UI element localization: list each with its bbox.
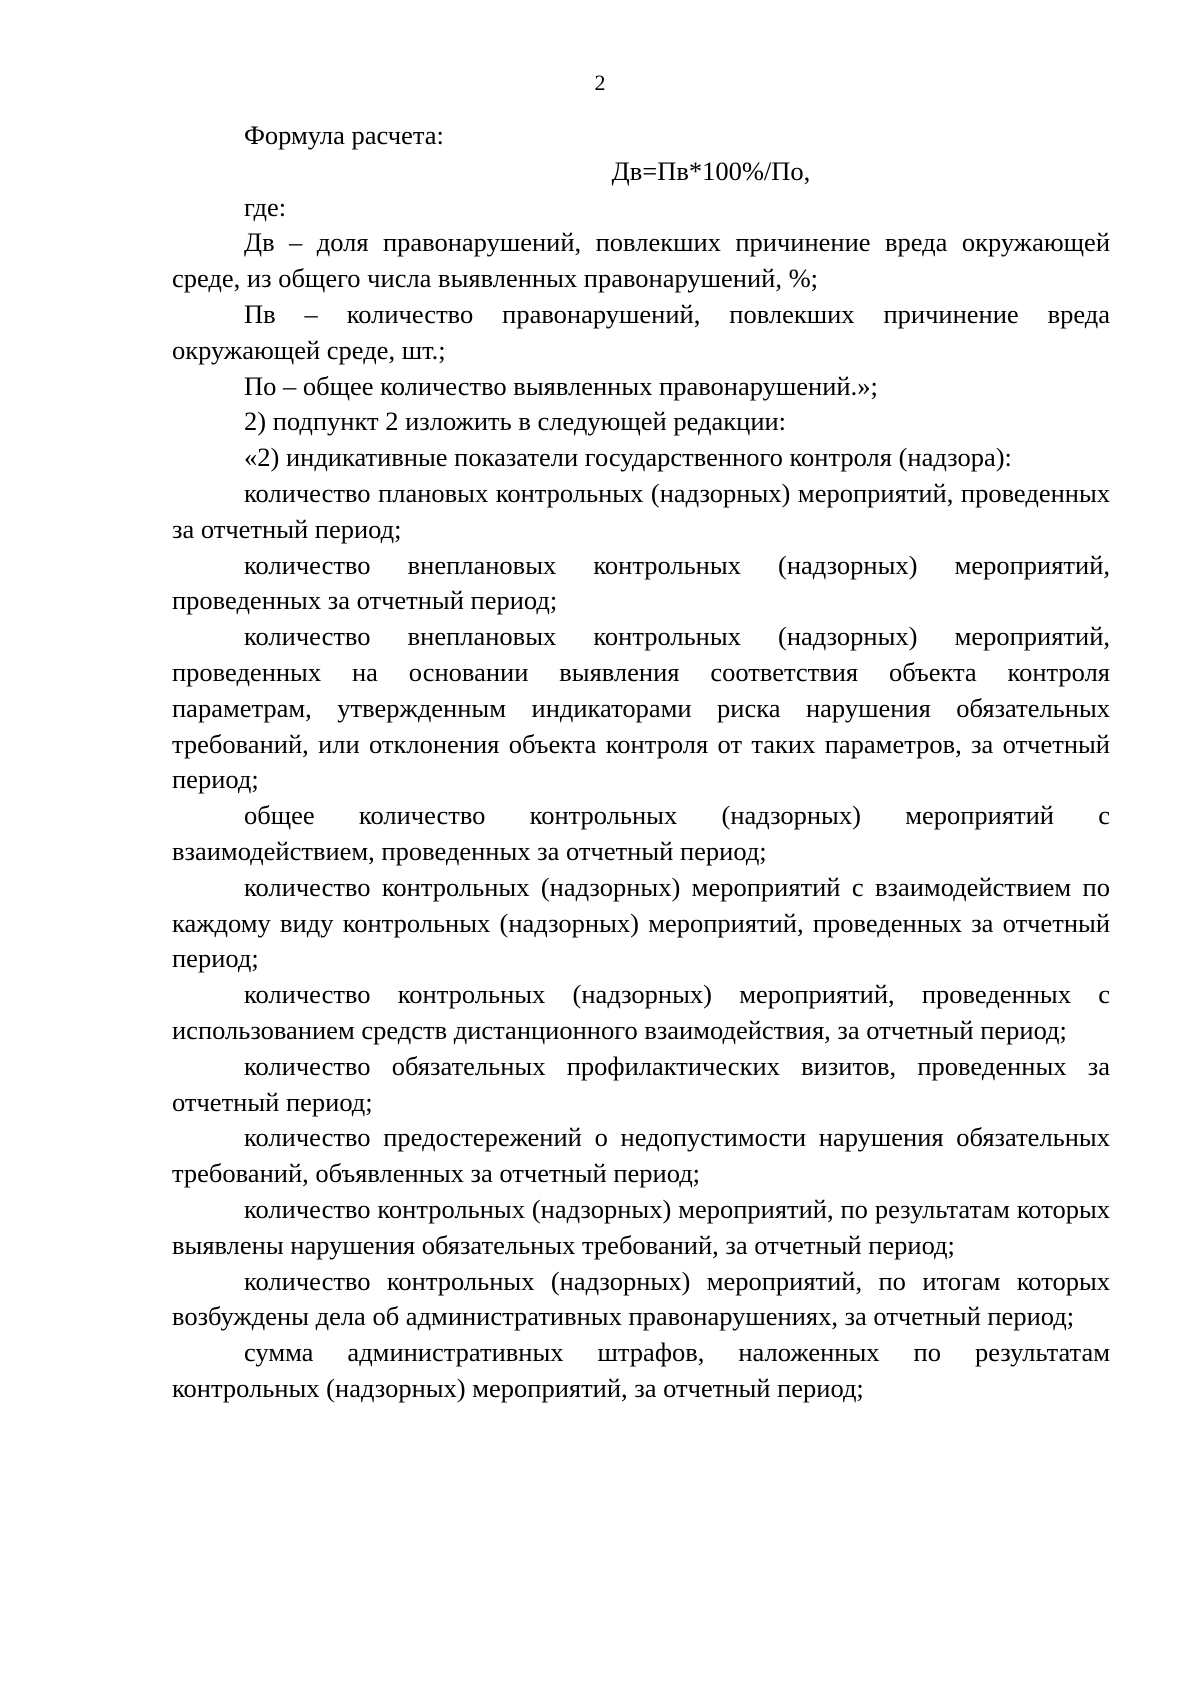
paragraph-pv-definition: Пв – количество правонарушений, повлекших причинение вреда окружающей среде, шт.; <box>172 298 1110 365</box>
paragraph-indicator-5: количество контрольных (надзорных) мероприятий с взаимодействием по каждому виду контрольных (надзорных) мероприятий, проведенных за отчетный период; <box>172 871 1110 974</box>
paragraph-indicators-heading: «2) индикативные показатели государственного контроля (надзора): <box>244 442 1012 473</box>
paragraph-indicator-9: количество контрольных (надзорных) мероприятий, по результатам которых выявлены нарушения обязательных требований, за отчетный период; <box>172 1193 1110 1260</box>
paragraph-subitem-2: 2) подпункт 2 изложить в следующей редакции: <box>244 406 787 437</box>
paragraph-indicator-2: количество внеплановых контрольных (надзорных) мероприятий, проведенных за отчетный период; <box>172 549 1110 616</box>
paragraph-indicator-10: количество контрольных (надзорных) мероприятий, по итогам которых возбуждены дела об административных правонарушениях, за отчетный период; <box>172 1265 1110 1332</box>
paragraph-indicator-1: количество плановых контрольных (надзорных) мероприятий, проведенных за отчетный период; <box>172 477 1110 544</box>
paragraph-indicator-7: количество обязательных профилактических визитов, проведенных за отчетный период; <box>172 1050 1110 1117</box>
paragraph-indicator-4: общее количество контрольных (надзорных) мероприятий с взаимодействием, проведенных за отчетный период; <box>172 800 1110 866</box>
paragraph-indicator-8: количество предостережений о недопустимости нарушения обязательных требований, объявленных за отчетный период; <box>172 1122 1110 1189</box>
paragraph-indicator-6: количество контрольных (надзорных) мероприятий, проведенных с использованием средств дистанционного взаимодействия, за отчетный период; <box>172 979 1110 1045</box>
paragraph-where: где: <box>244 191 287 222</box>
page-number: 2 <box>594 70 606 95</box>
paragraph-dv-definition: Дв – доля правонарушений, повлекших причинение вреда окружающей среде, из общего числа выявленных правонарушений, %; <box>172 227 1110 294</box>
paragraph-formula: Дв=Пв*100%/По, <box>611 155 811 186</box>
paragraph-indicator-3: количество внеплановых контрольных (надзорных) мероприятий, проведенных на основании выявления соответствия объекта контроля параметрам, утвержденным индикаторами риска нарушения обязательных требований, или отклонения объекта контроля от таких параметров, за отчетный период; <box>172 621 1110 795</box>
paragraph-formula-heading: Формула расчета: <box>244 120 444 150</box>
paragraph-po-definition: По – общее количество выявленных правонарушений.»; <box>244 370 878 401</box>
paragraph-indicator-11: сумма административных штрафов, наложенных по результатам контрольных (надзорных) мероприятий, за отчетный период; <box>172 1337 1110 1403</box>
document-body <box>172 118 1110 1407</box>
